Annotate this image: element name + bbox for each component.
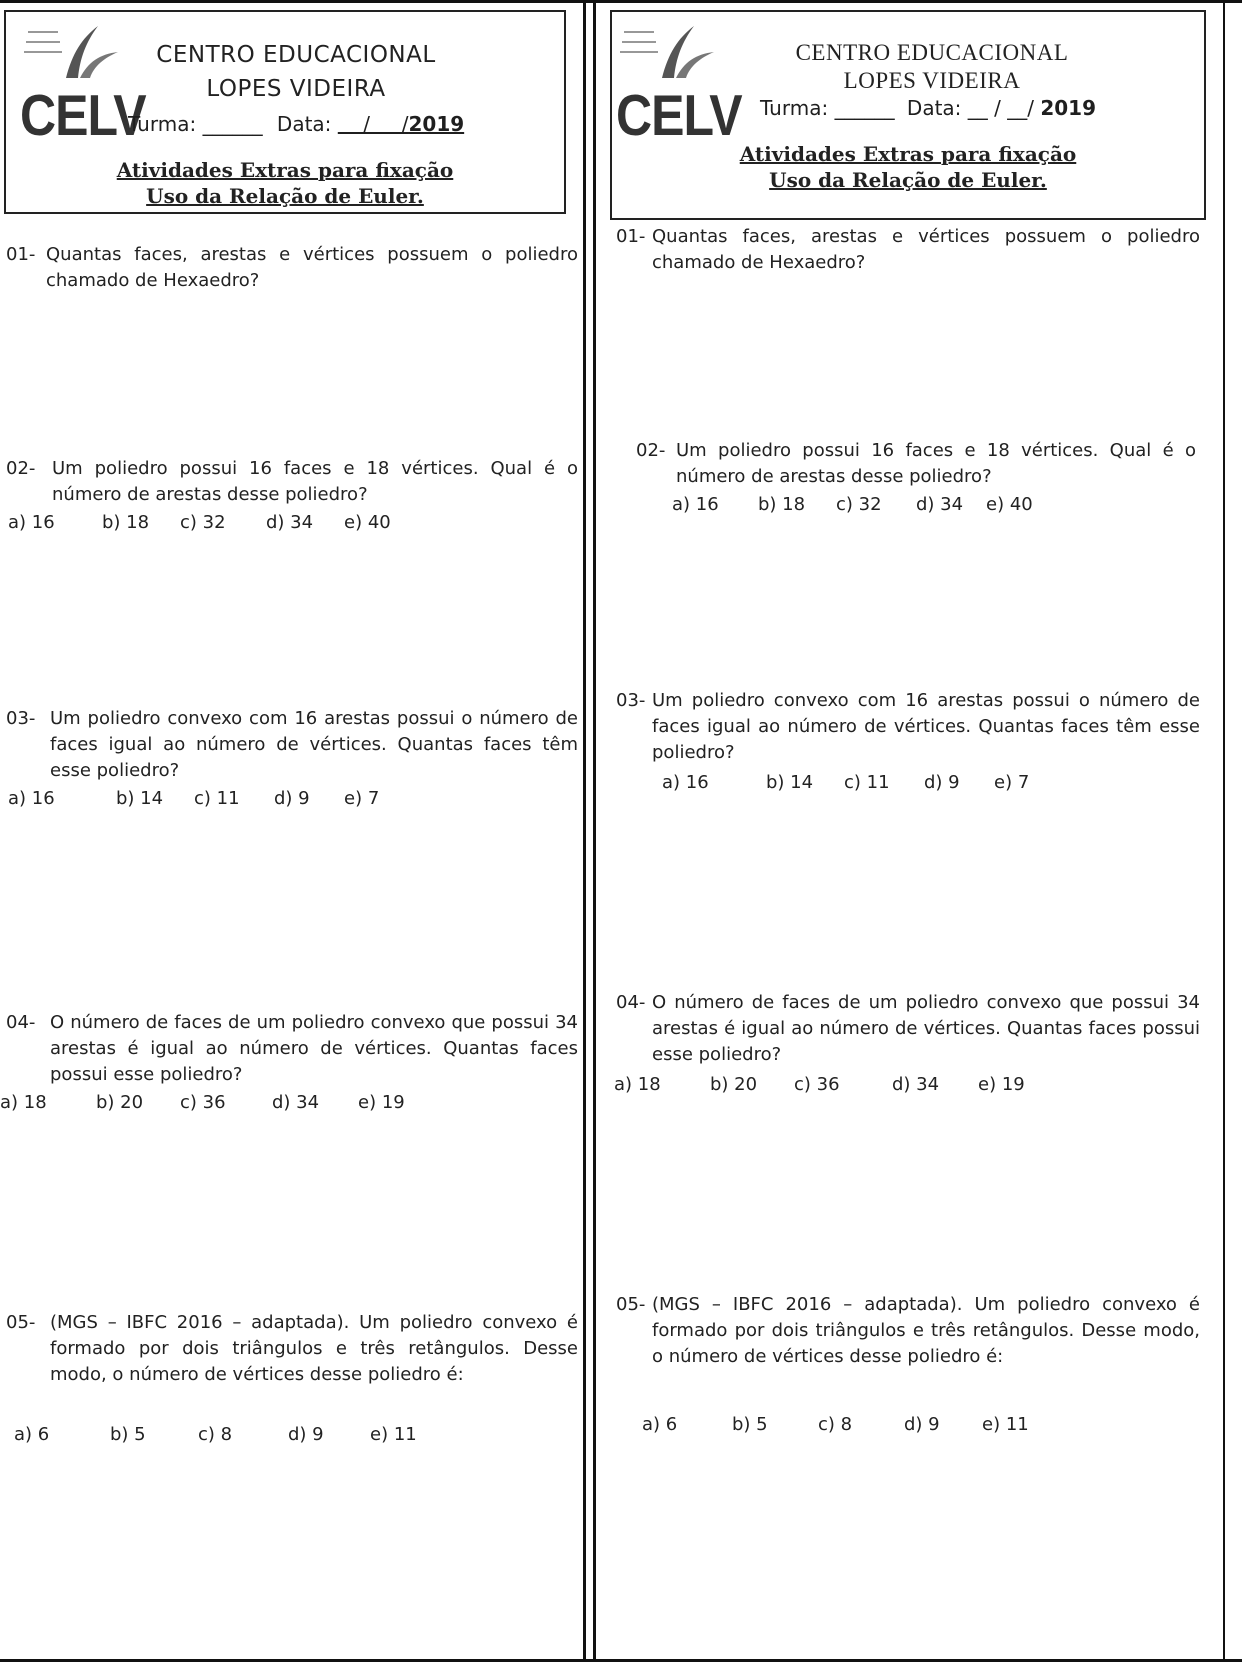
option-d[interactable]: d) 9 — [924, 772, 960, 793]
question-text: (MGS – IBFC 2016 – adaptada). Um poliedro convexo é formado por dois triângulos e três retângulos. Desse modo, o número de vértices desse poliedro é: — [652, 1294, 1200, 1367]
left-header-box — [4, 10, 566, 214]
school-name-line1: CENTRO EDUCACIONAL — [156, 42, 436, 68]
option-e[interactable]: e) 7 — [994, 772, 1030, 793]
right-sheet — [596, 0, 1223, 1662]
question-5-options — [14, 1424, 574, 1450]
turma-label: Turma: — [128, 112, 197, 136]
question-5 — [6, 1310, 578, 1388]
question-text: Um poliedro possui 16 faces e 18 vértices. Qual é o número de arestas desse poliedro? — [52, 458, 578, 505]
option-b[interactable]: b) 20 — [96, 1092, 144, 1113]
turma-label: Turma: — [760, 96, 829, 120]
date-blank: __ / __/ — [967, 96, 1034, 120]
year: 2019 — [408, 112, 465, 136]
school-name-line2: LOPES VIDEIRA — [843, 68, 1021, 93]
school-name — [126, 42, 466, 102]
question-number: 05- — [616, 1294, 646, 1315]
turma-blank: ______ — [834, 96, 895, 120]
worksheet-title-line1: Atividades Extras para fixação — [116, 158, 454, 182]
question-2 — [636, 438, 1196, 490]
question-3 — [6, 706, 578, 784]
option-c[interactable]: c) 36 — [180, 1092, 226, 1113]
option-e[interactable]: e) 11 — [982, 1414, 1029, 1435]
data-label: Data: — [906, 96, 962, 120]
option-b[interactable]: b) 5 — [110, 1424, 146, 1445]
question-text: Um poliedro possui 16 faces e 18 vértices. Qual é o número de arestas desse poliedro? — [676, 440, 1196, 487]
logo-text: CELV — [616, 83, 742, 148]
worksheet-title-line2: Uso da Relação de Euler. — [769, 168, 1047, 192]
logo-swoosh-icon — [616, 18, 736, 88]
center-divider-left — [583, 0, 586, 1662]
option-b[interactable]: b) 14 — [116, 788, 164, 809]
option-a[interactable]: a) 18 — [0, 1092, 47, 1113]
question-4 — [6, 1010, 578, 1088]
option-a[interactable]: a) 18 — [614, 1074, 661, 1095]
question-4-options — [614, 1074, 1194, 1100]
option-e[interactable]: e) 40 — [344, 512, 391, 533]
left-sheet — [0, 0, 583, 1662]
school-name-line1: CENTRO EDUCACIONAL — [795, 40, 1069, 65]
worksheet-title — [612, 142, 1204, 192]
worksheet-title — [6, 158, 564, 208]
turma-blank: ______ — [202, 112, 263, 136]
school-logo — [20, 18, 146, 148]
option-a[interactable]: a) 16 — [8, 788, 55, 809]
option-a[interactable]: a) 16 — [662, 772, 709, 793]
option-a[interactable]: a) 6 — [642, 1414, 678, 1435]
question-text: O número de faces de um poliedro convexo que possui 34 arestas é igual ao número de vértices. Quantas faces possui esse poliedro? — [50, 1012, 578, 1085]
option-c[interactable]: c) 32 — [180, 512, 226, 533]
option-b[interactable]: b) 5 — [732, 1414, 768, 1435]
logo-text: CELV — [20, 83, 146, 148]
question-text: O número de faces de um poliedro convexo que possui 34 arestas é igual ao número de vértices. Quantas faces possui esse poliedro? — [652, 992, 1200, 1065]
worksheet-title-line1: Atividades Extras para fixação — [739, 142, 1077, 166]
question-text: Quantas faces, arestas e vértices possuem o poliedro chamado de Hexaedro? — [46, 244, 578, 291]
question-3-options — [662, 772, 1192, 798]
option-b[interactable]: b) 20 — [710, 1074, 758, 1095]
data-label: Data: — [276, 112, 332, 136]
question-4 — [616, 990, 1200, 1068]
question-text: Um poliedro convexo com 16 arestas possui o número de faces igual ao número de vértices. Quantas faces têm esse poliedro? — [50, 708, 578, 781]
logo-swoosh-icon — [20, 18, 140, 88]
option-a[interactable]: a) 6 — [14, 1424, 50, 1445]
option-a[interactable]: a) 16 — [672, 494, 719, 515]
question-number: 03- — [6, 708, 36, 729]
question-4-options — [0, 1092, 570, 1118]
option-c[interactable]: c) 8 — [818, 1414, 853, 1435]
option-d[interactable]: d) 9 — [288, 1424, 324, 1445]
question-text: (MGS – IBFC 2016 – adaptada). Um poliedro convexo é formado por dois triângulos e três retângulos. Desse modo, o número de vértices desse poliedro é: — [50, 1312, 578, 1385]
option-c[interactable]: c) 32 — [836, 494, 882, 515]
question-2-options — [672, 494, 1192, 520]
option-d[interactable]: d) 34 — [916, 494, 964, 515]
question-number: 02- — [636, 440, 666, 461]
option-e[interactable]: e) 40 — [986, 494, 1033, 515]
option-c[interactable]: c) 11 — [194, 788, 240, 809]
school-name-line2: LOPES VIDEIRA — [206, 76, 386, 102]
option-c[interactable]: c) 11 — [844, 772, 890, 793]
question-1 — [6, 242, 578, 294]
school-logo — [616, 18, 742, 148]
question-5 — [616, 1292, 1200, 1370]
option-d[interactable]: d) 34 — [272, 1092, 320, 1113]
question-5-options — [642, 1414, 1192, 1440]
year: 2019 — [1040, 96, 1097, 120]
option-a[interactable]: a) 16 — [8, 512, 55, 533]
option-c[interactable]: c) 8 — [198, 1424, 233, 1445]
option-d[interactable]: d) 34 — [266, 512, 314, 533]
option-b[interactable]: b) 18 — [102, 512, 150, 533]
question-number: 05- — [6, 1312, 36, 1333]
question-text: Um poliedro convexo com 16 arestas possui o número de faces igual ao número de vértices. Quantas faces têm esse poliedro? — [652, 690, 1200, 763]
option-d[interactable]: d) 34 — [892, 1074, 940, 1095]
worksheet-title-line2: Uso da Relação de Euler. — [146, 184, 424, 208]
question-1 — [616, 224, 1200, 276]
school-name — [742, 40, 1122, 94]
question-number: 04- — [6, 1012, 36, 1033]
option-b[interactable]: b) 14 — [766, 772, 814, 793]
option-e[interactable]: e) 19 — [978, 1074, 1025, 1095]
question-2 — [6, 456, 578, 508]
option-d[interactable]: d) 9 — [274, 788, 310, 809]
option-e[interactable]: e) 19 — [358, 1092, 405, 1113]
question-number: 04- — [616, 992, 646, 1013]
question-number: 02- — [6, 458, 36, 479]
question-number: 01- — [6, 244, 36, 265]
class-date-line — [128, 112, 464, 136]
right-header-box — [610, 10, 1206, 220]
question-3 — [616, 688, 1200, 766]
date-blank: / / — [337, 112, 409, 136]
option-c[interactable]: c) 36 — [794, 1074, 840, 1095]
option-e[interactable]: e) 11 — [370, 1424, 417, 1445]
question-number: 01- — [616, 226, 646, 247]
question-3-options — [8, 788, 568, 814]
question-number: 03- — [616, 690, 646, 711]
class-date-line — [760, 96, 1096, 120]
question-2-options — [8, 512, 568, 538]
option-b[interactable]: b) 18 — [758, 494, 806, 515]
question-text: Quantas faces, arestas e vértices possuem o poliedro chamado de Hexaedro? — [652, 226, 1200, 273]
option-e[interactable]: e) 7 — [344, 788, 380, 809]
right-border — [1223, 0, 1225, 1662]
option-d[interactable]: d) 9 — [904, 1414, 940, 1435]
